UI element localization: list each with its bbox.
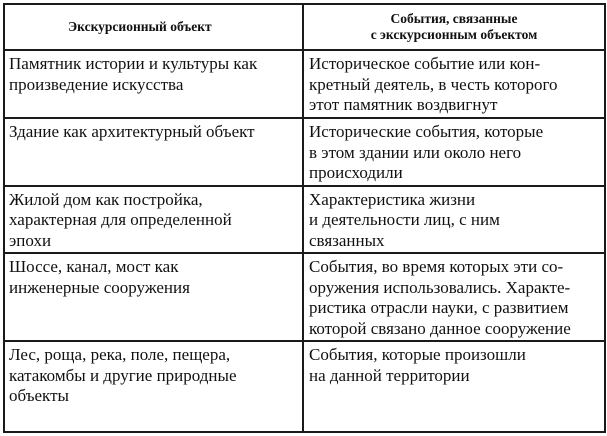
events-cell bbox=[303, 186, 605, 253]
events-text-line: происходили bbox=[309, 163, 403, 183]
events-text-line: События, во время которых эти со- bbox=[309, 257, 564, 277]
object-text-line: произведение искусства bbox=[9, 74, 184, 94]
events-text-line: Историческое событие или кон- bbox=[309, 54, 541, 74]
object-text-line: Памятник истории и культуры как bbox=[9, 54, 258, 74]
events-text-line: в этом здании или около него bbox=[309, 142, 522, 162]
table-row bbox=[4, 341, 605, 432]
events-text-line: и деятельности лиц, с ним bbox=[309, 210, 500, 230]
object-cell bbox=[4, 118, 303, 186]
object-text-line: Здание как архитектурный объект bbox=[9, 122, 255, 142]
events-text-line: кретный деятель, в честь которого bbox=[309, 74, 558, 94]
table-row bbox=[4, 186, 605, 253]
object-text-line: Жилой дом как постройка, bbox=[9, 189, 203, 209]
object-cell bbox=[4, 253, 303, 341]
object-text-line: объекты bbox=[9, 386, 69, 406]
object-text-line: катакомбы и другие природные bbox=[9, 365, 237, 385]
events-cell bbox=[303, 118, 605, 186]
events-text-line: на данной территории bbox=[309, 365, 470, 385]
events-cell bbox=[303, 341, 605, 432]
header-related-events bbox=[303, 4, 605, 50]
table-row bbox=[4, 50, 605, 118]
events-text-line: ристика отрасли науки, с развитием bbox=[309, 298, 569, 318]
object-cell bbox=[4, 50, 303, 118]
events-text-line: События, которые произошли bbox=[309, 345, 526, 365]
header-row bbox=[4, 4, 605, 50]
header-excursion-object: Экскурсионный объект bbox=[4, 4, 303, 50]
events-text-line: этот памятник воздвигнут bbox=[309, 95, 498, 115]
table-row bbox=[4, 118, 605, 186]
events-text-line: которой связано данное сооружение bbox=[309, 318, 571, 338]
excursion-objects-table bbox=[3, 3, 606, 433]
object-text-line: характерная для определенной bbox=[9, 210, 232, 230]
events-cell bbox=[303, 50, 605, 118]
object-text-line: Лес, роща, река, поле, пещера, bbox=[9, 345, 231, 365]
table-row bbox=[4, 253, 605, 341]
events-text-line: оружения использовались. Характе- bbox=[309, 277, 571, 297]
object-cell bbox=[4, 341, 303, 432]
object-text-line: Шоссе, канал, мост как bbox=[9, 257, 179, 277]
object-cell bbox=[4, 186, 303, 253]
events-text-line: связанных bbox=[309, 230, 385, 250]
events-cell bbox=[303, 253, 605, 341]
object-text-line: инженерные сооружения bbox=[9, 277, 190, 297]
events-text-line: Характеристика жизни bbox=[309, 189, 476, 209]
events-text-line: Исторические события, которые bbox=[309, 122, 544, 142]
header-related-events-line-1: События, связанные bbox=[390, 11, 518, 27]
header-related-events-line-2: с экскурсионным объектом bbox=[370, 27, 538, 43]
object-text-line: эпохи bbox=[9, 230, 52, 250]
